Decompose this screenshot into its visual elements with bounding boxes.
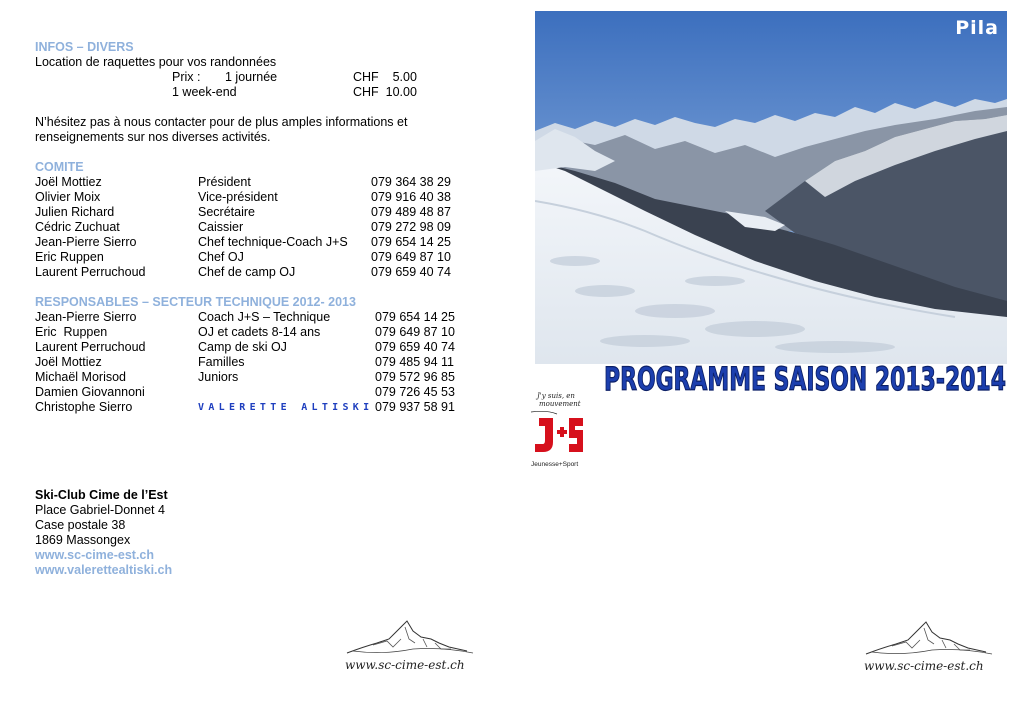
member-role: Chef technique-Coach J+S [198,235,348,249]
responsables-table [35,310,495,415]
price-row-day [35,70,495,85]
member-name: Joël Mottiez [35,355,102,369]
js-brand-text: Jeunesse+Sport [531,461,579,468]
member-phone: 079 654 14 25 [375,310,455,324]
member-name: Christophe Sierro [35,400,133,414]
member-role: Coach J+S – Technique [198,310,331,324]
member-name: Michaël Morisod [35,370,127,384]
member-phone: 079 654 14 25 [371,235,451,249]
member-name: Julien Richard [35,205,115,219]
member-name: Joël Mottiez [35,175,102,189]
table-row [35,220,495,235]
table-row [35,190,495,205]
member-name: Cédric Zuchuat [35,220,120,234]
member-phone: 079 916 40 38 [371,190,451,204]
member-phone: 079 937 58 91 [375,400,455,414]
member-phone: 079 364 38 29 [371,175,451,189]
member-phone: 079 572 96 85 [375,370,455,384]
member-role: Chef de camp OJ [198,265,296,279]
table-row [35,235,495,250]
price-row-weekend [35,85,495,100]
member-name: Laurent Perruchoud [35,340,146,354]
member-name: Laurent Perruchoud [35,265,146,279]
member-name: Eric Ruppen [35,250,104,264]
contact-text: N’hésitez pas à nous contacter pour de plus amples informations et [35,115,408,129]
member-name: Olivier Moix [35,190,101,204]
contact-text: renseignements sur nos diverses activités. [35,130,271,144]
table-row [35,205,495,220]
member-phone: 079 726 45 53 [375,385,455,399]
comite-table [35,175,495,280]
mountain-landscape-image [535,11,1007,364]
member-phone: 079 649 87 10 [371,250,451,264]
club-city: 1869 Massongex [35,533,131,547]
price-label: Prix : [172,70,201,84]
member-role: Chef OJ [198,250,244,264]
member-phone: 079 485 94 11 [375,355,455,369]
js-slogan: J'y suis, en [537,392,575,400]
svg-text:www.sc-cime-est.ch: www.sc-cime-est.ch [864,659,984,673]
back-cover-info [35,40,495,415]
member-name: Jean-Pierre Sierro [35,310,137,324]
member-name: Jean-Pierre Sierro [35,235,137,249]
member-role: Vice-président [198,190,278,204]
member-role: Camp de ski OJ [198,340,287,354]
programme-title-text: PROGRAMME SAISON 2013-2014 [604,360,1006,398]
club-po-box: Case postale 38 [35,518,126,532]
table-row [35,310,495,325]
club-signature-logo [862,620,1002,676]
member-role: Président [198,175,251,189]
responsables-heading: RESPONSABLES – SECTEUR TECHNIQUE 2012- 2013 [35,295,356,309]
price-duration: 1 week-end [172,85,237,99]
club-name: Ski-Club Cime de l’Est [35,488,168,502]
cover-photo [535,11,1007,364]
jeunesse-sport-logo [527,390,589,472]
member-phone: 079 649 87 10 [375,325,455,339]
member-name: Eric Ruppen [35,325,108,339]
member-role: Familles [198,355,245,369]
js-slogan: mouvement [539,400,581,408]
member-role: Secrétaire [198,205,255,219]
rental-text: Location de raquettes pour vos randonnées [35,55,277,69]
table-row [35,385,495,400]
member-name: Damien Giovannoni [35,385,145,399]
club-street: Place Gabriel-Donnet 4 [35,503,165,517]
member-phone: 079 659 40 74 [371,265,451,279]
club-signature-logo [343,617,483,677]
member-role: Caissier [198,220,244,234]
table-row [35,325,495,340]
club-address [35,488,495,578]
programme-title [600,340,1012,400]
table-row [35,400,495,415]
price-amount: CHF 5.00 [353,70,417,84]
table-row [35,265,495,280]
website-link[interactable]: www.valerettealtiski.ch [35,563,173,577]
price-duration: 1 journée [225,70,278,84]
table-row [35,340,495,355]
comite-heading: COMITE [35,160,84,174]
valerette-altiski-label: VALERETTE ALTISKI [198,402,374,413]
infos-heading: INFOS – DIVERS [35,40,134,54]
website-link[interactable]: www.sc-cime-est.ch [35,548,155,562]
table-row [35,175,495,190]
member-phone: 079 659 40 74 [375,340,455,354]
svg-text:www.sc-cime-est.ch: www.sc-cime-est.ch [345,658,465,672]
price-amount: CHF 10.00 [353,85,417,99]
member-phone: 079 489 48 87 [371,205,451,219]
table-row [35,370,495,385]
member-phone: 079 272 98 09 [371,220,451,234]
member-role: Juniors [198,370,239,384]
table-row [35,355,495,370]
table-row [35,250,495,265]
member-role: OJ et cadets 8-14 ans [198,325,321,339]
location-title: Pila [955,17,999,39]
